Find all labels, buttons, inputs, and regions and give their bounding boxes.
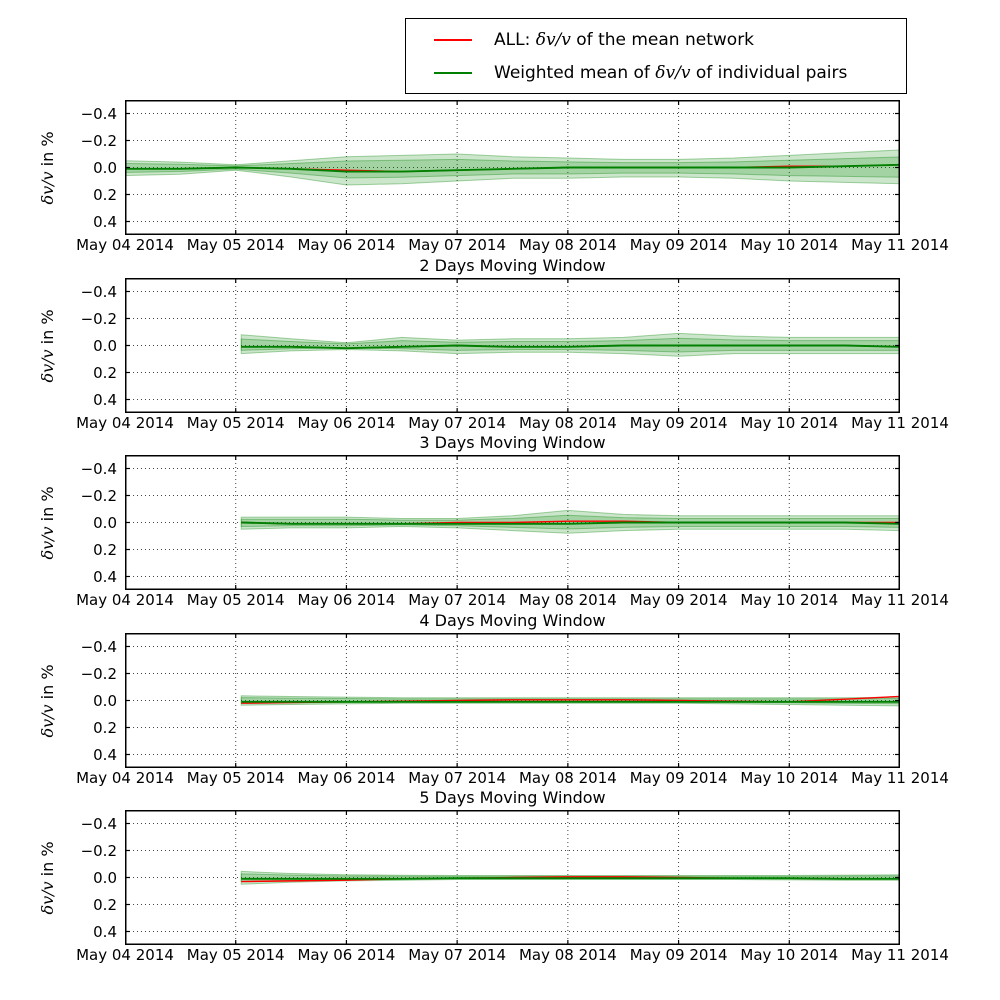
subplot-title: 2 Days Moving Window	[419, 256, 606, 275]
x-tick: May 09 2014	[629, 591, 728, 609]
x-tick: May 08 2014	[518, 414, 617, 432]
y-tick: −0.4	[80, 459, 117, 478]
x-tick: May 07 2014	[408, 946, 506, 964]
x-tick: May 09 2014	[629, 946, 728, 964]
x-tick-labels	[0, 414, 1000, 433]
x-tick-labels	[0, 946, 1000, 965]
x-tick: May 08 2014	[518, 236, 617, 254]
y-tick: 0.4	[93, 567, 117, 586]
x-tick: May 11 2014	[851, 236, 949, 254]
subplot-title: 3 Days Moving Window	[419, 433, 606, 452]
x-tick: May 07 2014	[408, 236, 506, 254]
x-tick: May 06 2014	[297, 414, 396, 432]
subplot-4	[0, 611, 1000, 787]
y-tick-labels	[0, 278, 117, 413]
subplot-3	[0, 433, 1000, 609]
y-axis-label: δv/v in %	[38, 309, 57, 383]
x-tick: May 10 2014	[740, 946, 839, 964]
y-tick: −0.4	[80, 282, 117, 301]
y-tick-labels	[0, 633, 117, 768]
x-tick: May 04 2014	[76, 414, 174, 432]
x-tick: May 10 2014	[740, 591, 839, 609]
y-tick: 0.4	[93, 390, 117, 409]
x-tick: May 05 2014	[186, 946, 285, 964]
y-tick: −0.2	[80, 309, 117, 328]
plot-area-3	[125, 455, 900, 590]
y-axis-label: δv/v in %	[38, 664, 57, 738]
x-tick: May 06 2014	[297, 236, 396, 254]
x-tick: May 09 2014	[629, 769, 728, 787]
x-tick: May 07 2014	[408, 769, 506, 787]
y-tick: 0.4	[93, 922, 117, 941]
y-tick: 0.2	[93, 185, 117, 204]
subplot-2	[0, 256, 1000, 432]
legend-item-weighted-mean	[422, 62, 890, 84]
y-tick: −0.2	[80, 664, 117, 683]
x-tick: May 11 2014	[851, 591, 949, 609]
y-tick: −0.4	[80, 814, 117, 833]
x-tick: May 05 2014	[186, 414, 285, 432]
subplot-title: 4 Days Moving Window	[419, 611, 606, 630]
x-tick: May 07 2014	[408, 414, 506, 432]
x-tick: May 04 2014	[76, 591, 174, 609]
plot-area-5	[125, 810, 900, 945]
green-line-swatch-icon	[434, 72, 472, 74]
y-tick: 0.0	[93, 691, 117, 710]
x-tick: May 08 2014	[518, 946, 617, 964]
x-tick: May 04 2014	[76, 946, 174, 964]
x-tick: May 09 2014	[629, 236, 728, 254]
x-tick: May 11 2014	[851, 769, 949, 787]
x-tick: May 06 2014	[297, 591, 396, 609]
plot-area-1	[125, 100, 900, 235]
x-tick: May 08 2014	[518, 591, 617, 609]
x-tick: May 09 2014	[629, 414, 728, 432]
y-tick: −0.4	[80, 104, 117, 123]
plot-area-4	[125, 633, 900, 768]
x-tick: May 08 2014	[518, 769, 617, 787]
x-tick: May 10 2014	[740, 236, 839, 254]
legend-label: Weighted mean of δv/v of individual pairs	[494, 62, 848, 83]
y-tick-labels	[0, 100, 117, 235]
x-tick: May 11 2014	[851, 946, 949, 964]
x-tick: May 05 2014	[186, 236, 285, 254]
y-tick: 0.4	[93, 745, 117, 764]
y-tick: 0.0	[93, 513, 117, 532]
x-tick: May 04 2014	[76, 769, 174, 787]
y-axis-label: δv/v in %	[38, 841, 57, 915]
y-tick: −0.2	[80, 131, 117, 150]
x-tick-labels	[0, 769, 1000, 788]
y-tick: −0.2	[80, 486, 117, 505]
subplot-1	[0, 100, 1000, 254]
y-tick: 0.2	[93, 718, 117, 737]
x-tick: May 07 2014	[408, 591, 506, 609]
x-tick-labels	[0, 236, 1000, 255]
x-tick: May 10 2014	[740, 414, 839, 432]
plot-area-2	[125, 278, 900, 413]
legend-label: ALL: δv/v of the mean network	[494, 29, 755, 50]
y-tick: −0.4	[80, 637, 117, 656]
legend	[405, 18, 907, 94]
red-line-swatch-icon	[434, 39, 472, 41]
x-tick: May 05 2014	[186, 591, 285, 609]
subplot-5	[0, 788, 1000, 964]
x-tick: May 06 2014	[297, 946, 396, 964]
legend-item-all	[422, 29, 890, 51]
y-tick-labels	[0, 455, 117, 590]
x-tick: May 11 2014	[851, 414, 949, 432]
y-axis-label: δv/v in %	[38, 131, 57, 205]
x-tick: May 10 2014	[740, 769, 839, 787]
y-tick: −0.2	[80, 841, 117, 860]
subplot-title: 5 Days Moving Window	[419, 788, 606, 807]
y-tick: 0.0	[93, 336, 117, 355]
y-tick: 0.2	[93, 363, 117, 382]
x-tick-labels	[0, 591, 1000, 610]
x-tick: May 06 2014	[297, 769, 396, 787]
x-tick: May 05 2014	[186, 769, 285, 787]
x-tick: May 04 2014	[76, 236, 174, 254]
y-tick: 0.2	[93, 540, 117, 559]
y-axis-label: δv/v in %	[38, 486, 57, 560]
y-tick: 0.4	[93, 212, 117, 231]
y-tick-labels	[0, 810, 117, 945]
y-tick: 0.2	[93, 895, 117, 914]
y-tick: 0.0	[93, 868, 117, 887]
y-tick: 0.0	[93, 158, 117, 177]
